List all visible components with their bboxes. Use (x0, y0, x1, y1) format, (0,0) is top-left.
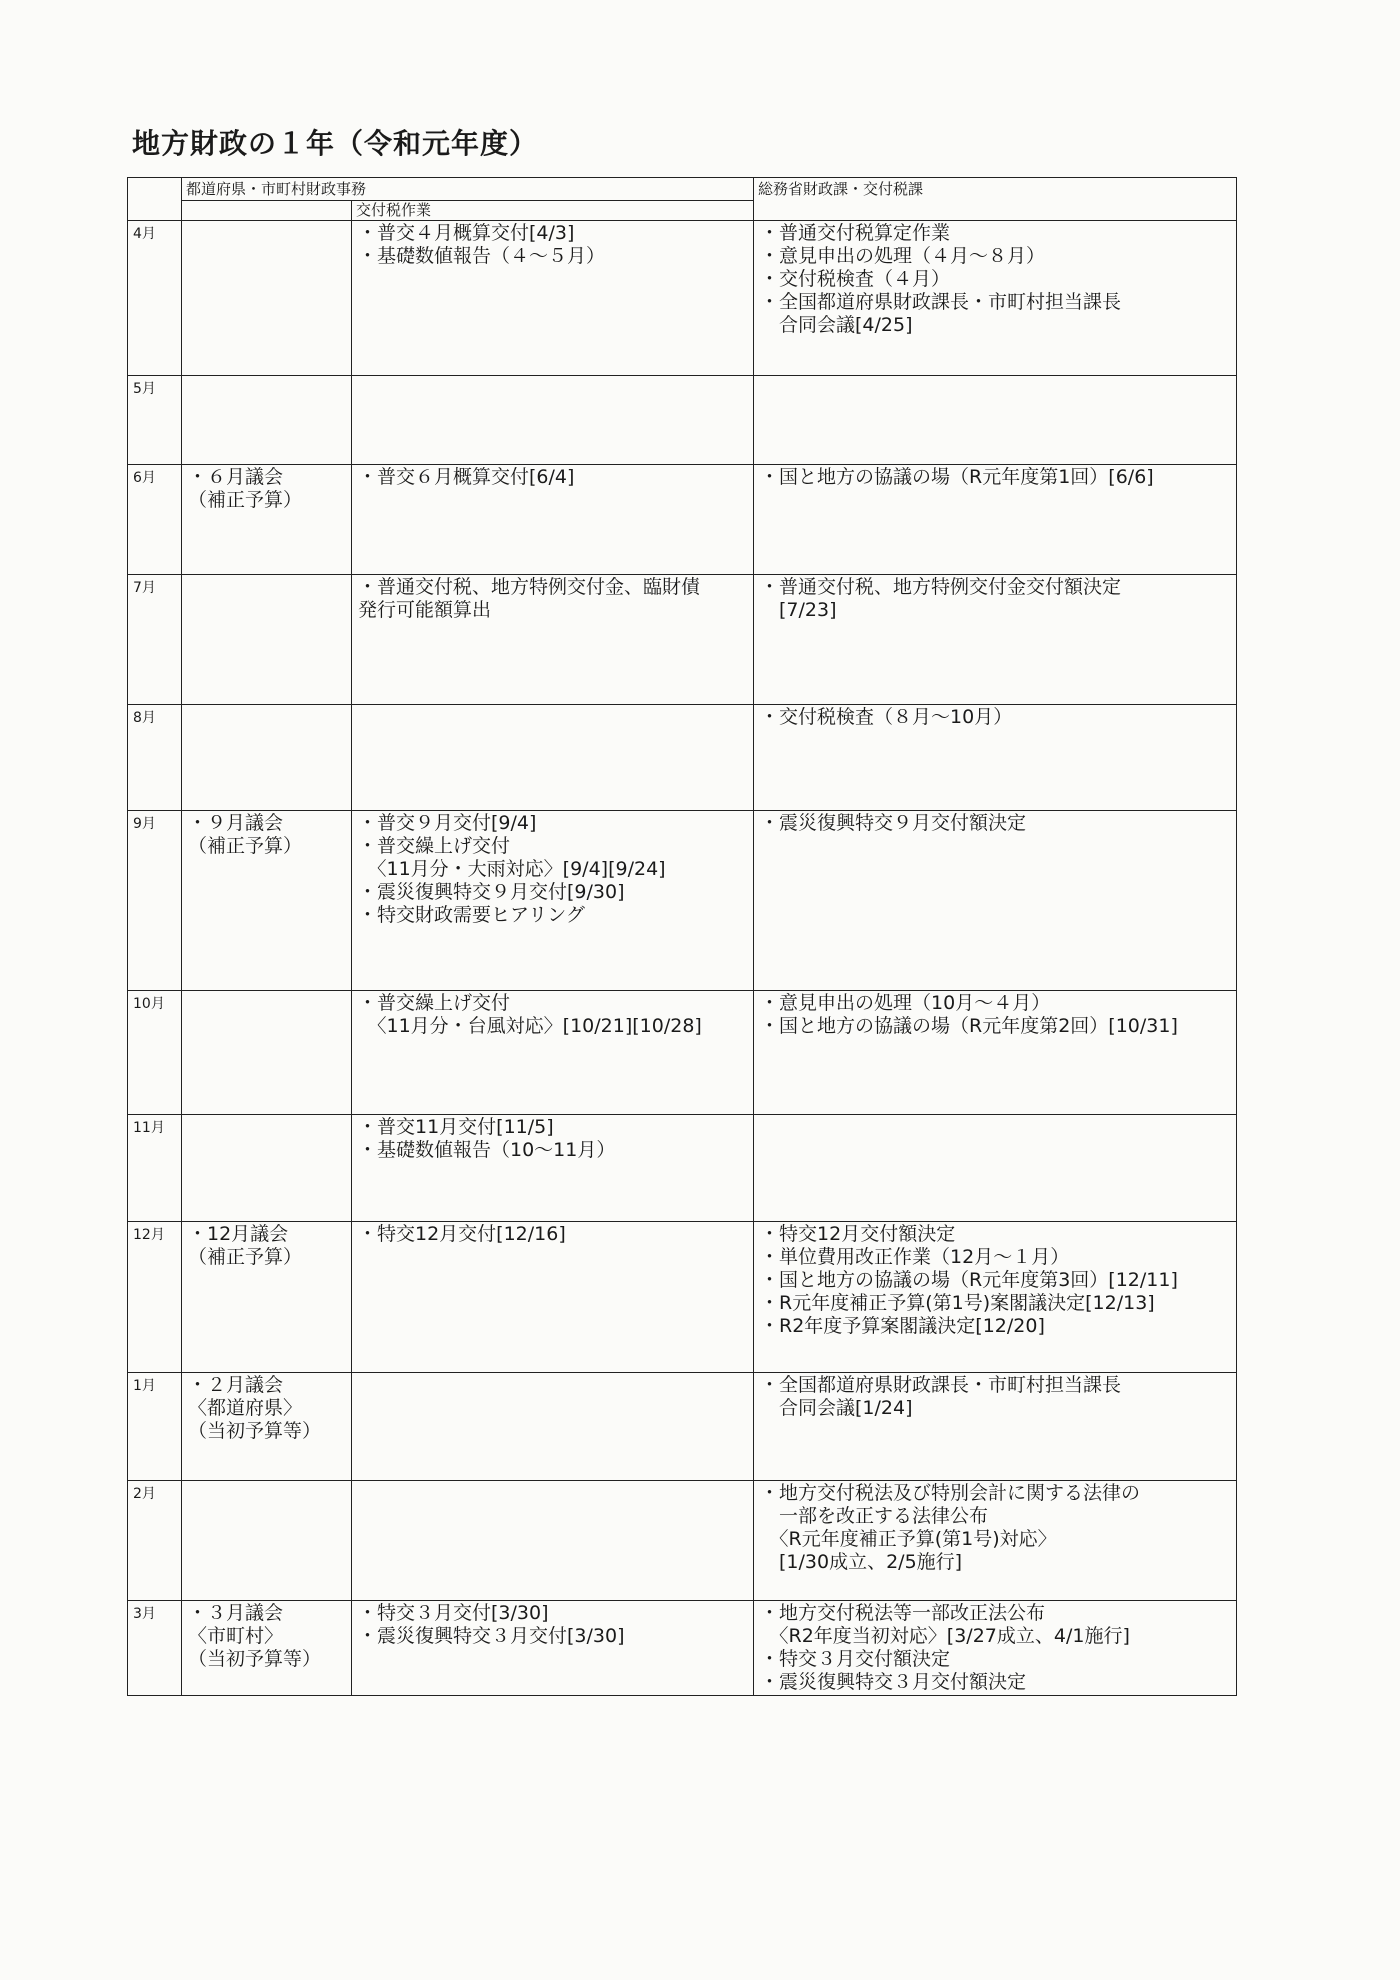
work-item: ・普通交付税、地方特例交付金、臨財債 (358, 576, 701, 598)
mic-cell (754, 991, 1237, 1115)
month-cell: 6月 (128, 465, 182, 575)
schedule-row (128, 1601, 1237, 1696)
mic-item: ・R2年度予算案閣議決定[12/20] (760, 1315, 1045, 1337)
mic-cell (754, 575, 1237, 705)
schedule-row (128, 705, 1237, 811)
mic-item: ・国と地方の協議の場（R元年度第1回）[6/6] (760, 466, 1154, 488)
assembly-cell (182, 1601, 352, 1696)
mic-item: ・国と地方の協議の場（R元年度第3回）[12/11] (760, 1269, 1178, 1291)
assembly-item: （補正予算） (188, 489, 303, 511)
mic-item: ・意見申出の処理（10月～４月） (760, 992, 1051, 1014)
month-header-cell (128, 178, 182, 221)
mic-cell (754, 1115, 1237, 1222)
work-item: ・特交財政需要ヒアリング (358, 904, 585, 926)
assembly-subheader-cell (182, 201, 352, 221)
schedule-row (128, 575, 1237, 705)
assembly-item: 〈都道府県〉 (188, 1397, 303, 1419)
mic-item: ・地方交付税法及び特別会計に関する法律の (760, 1482, 1141, 1504)
work-item: ・基礎数値報告（４～５月） (358, 245, 606, 267)
assembly-cell (182, 1115, 352, 1222)
month-cell: 7月 (128, 575, 182, 705)
assembly-item: ・９月議会 (188, 812, 284, 834)
assembly-cell (182, 991, 352, 1115)
work-item: ・震災復興特交９月交付[9/30] (358, 881, 625, 903)
mic-item: [1/30成立、2/5施行] (760, 1551, 963, 1573)
assembly-item: ・２月議会 (188, 1374, 284, 1396)
mic-item: 一部を改正する法律公布 (760, 1505, 989, 1527)
mic-item: ・普通交付税、地方特例交付金交付額決定 (760, 576, 1122, 598)
mic-cell (754, 465, 1237, 575)
assembly-cell (182, 705, 352, 811)
kofuzei-work-cell (352, 1373, 754, 1481)
kofuzei-work-cell (352, 705, 754, 811)
work-item: ・基礎数値報告（10～11月） (358, 1139, 616, 1161)
kofuzei-header: 交付税作業 (352, 201, 754, 221)
mic-item: [7/23] (760, 599, 837, 621)
assembly-cell (182, 1222, 352, 1373)
mic-cell (754, 705, 1237, 811)
month-cell: 2月 (128, 1481, 182, 1601)
month-cell: 1月 (128, 1373, 182, 1481)
mic-cell (754, 1373, 1237, 1481)
mic-cell (754, 811, 1237, 991)
assembly-cell (182, 376, 352, 465)
assembly-item: （当初予算等） (188, 1420, 322, 1442)
schedule-row (128, 221, 1237, 376)
assembly-item: ・６月議会 (188, 466, 284, 488)
work-item: ・普交４月概算交付[4/3] (358, 222, 575, 244)
work-item: 〈11月分・大雨対応〉[9/4][9/24] (358, 858, 666, 880)
prefecture-header: 都道府県・市町村財政事務 (182, 178, 754, 201)
mic-cell (754, 221, 1237, 376)
month-cell: 5月 (128, 376, 182, 465)
page-title: 地方財政の１年（令和元年度） (132, 127, 539, 160)
assembly-cell (182, 811, 352, 991)
mic-item: ・特交12月交付額決定 (760, 1223, 956, 1245)
mic-item: 〈R2年度当初対応〉[3/27成立、4/1施行] (760, 1625, 1130, 1647)
mic-item: ・交付税検査（８月～10月） (760, 706, 1013, 728)
work-item: ・普交９月交付[9/4] (358, 812, 537, 834)
assembly-item: ・３月議会 (188, 1602, 284, 1624)
kofuzei-work-cell (352, 1601, 754, 1696)
kofuzei-work-cell (352, 575, 754, 705)
schedule-row (128, 1373, 1237, 1481)
month-cell: 10月 (128, 991, 182, 1115)
work-item: ・特交３月交付[3/30] (358, 1602, 549, 1624)
month-cell: 12月 (128, 1222, 182, 1373)
month-cell: 9月 (128, 811, 182, 991)
schedule-row (128, 811, 1237, 991)
header-row (128, 178, 1237, 201)
mic-item: ・普通交付税算定作業 (760, 222, 951, 244)
mic-cell (754, 1222, 1237, 1373)
month-cell: 11月 (128, 1115, 182, 1222)
mic-item: ・全国都道府県財政課長・市町村担当課長 (760, 291, 1122, 313)
work-item: ・普交繰上げ交付 (358, 992, 511, 1014)
kofuzei-work-cell (352, 465, 754, 575)
work-item: 発行可能額算出 (358, 599, 492, 621)
assembly-cell (182, 575, 352, 705)
mic-cell (754, 1481, 1237, 1601)
mic-cell (754, 1601, 1237, 1696)
mic-item: 〈R元年度補正予算(第1号)対応〉 (760, 1528, 1057, 1550)
work-item: ・特交12月交付[12/16] (358, 1223, 566, 1245)
mic-item: ・国と地方の協議の場（R元年度第2回）[10/31] (760, 1015, 1178, 1037)
mic-item: ・特交３月交付額決定 (760, 1648, 951, 1670)
mic-item: ・意見申出の処理（４月～８月） (760, 245, 1046, 267)
assembly-item: （当初予算等） (188, 1648, 322, 1670)
schedule-row (128, 991, 1237, 1115)
work-item: ・普交11月交付[11/5] (358, 1116, 554, 1138)
kofuzei-work-cell (352, 1222, 754, 1373)
work-item: ・普交６月概算交付[6/4] (358, 466, 575, 488)
mic-item: ・全国都道府県財政課長・市町村担当課長 (760, 1374, 1122, 1396)
mic-item: 合同会議[1/24] (760, 1397, 913, 1419)
mic-item: ・震災復興特交９月交付額決定 (760, 812, 1027, 834)
assembly-cell (182, 465, 352, 575)
mic-item: ・R元年度補正予算(第1号)案閣議決定[12/13] (760, 1292, 1155, 1314)
kofuzei-work-cell (352, 376, 754, 465)
mic-header: 総務省財政課・交付税課 (754, 178, 1237, 221)
assembly-item: （補正予算） (188, 835, 303, 857)
assembly-cell (182, 1373, 352, 1481)
work-item: ・普交繰上げ交付 (358, 835, 511, 857)
kofuzei-work-cell (352, 221, 754, 376)
assembly-cell (182, 221, 352, 376)
mic-item: ・交付税検査（４月） (760, 268, 951, 290)
mic-cell (754, 376, 1237, 465)
schedule-table (127, 177, 1237, 1696)
mic-item: 合同会議[4/25] (760, 314, 913, 336)
assembly-item: ・12月議会 (188, 1223, 289, 1245)
assembly-cell (182, 1481, 352, 1601)
month-cell: 4月 (128, 221, 182, 376)
kofuzei-work-cell (352, 1115, 754, 1222)
work-item: 〈11月分・台風対応〉[10/21][10/28] (358, 1015, 702, 1037)
kofuzei-work-cell (352, 1481, 754, 1601)
schedule-row (128, 1115, 1237, 1222)
work-item: ・震災復興特交３月交付[3/30] (358, 1625, 625, 1647)
schedule-row (128, 376, 1237, 465)
kofuzei-work-cell (352, 811, 754, 991)
schedule-row (128, 1481, 1237, 1601)
month-cell: 3月 (128, 1601, 182, 1696)
assembly-item: （補正予算） (188, 1246, 303, 1268)
kofuzei-work-cell (352, 991, 754, 1115)
schedule-row (128, 1222, 1237, 1373)
mic-item: ・震災復興特交３月交付額決定 (760, 1671, 1027, 1693)
schedule-row (128, 465, 1237, 575)
mic-item: ・地方交付税法等一部改正法公布 (760, 1602, 1046, 1624)
month-cell: 8月 (128, 705, 182, 811)
mic-item: ・単位費用改正作業（12月～１月） (760, 1246, 1070, 1268)
assembly-item: 〈市町村〉 (188, 1625, 284, 1647)
